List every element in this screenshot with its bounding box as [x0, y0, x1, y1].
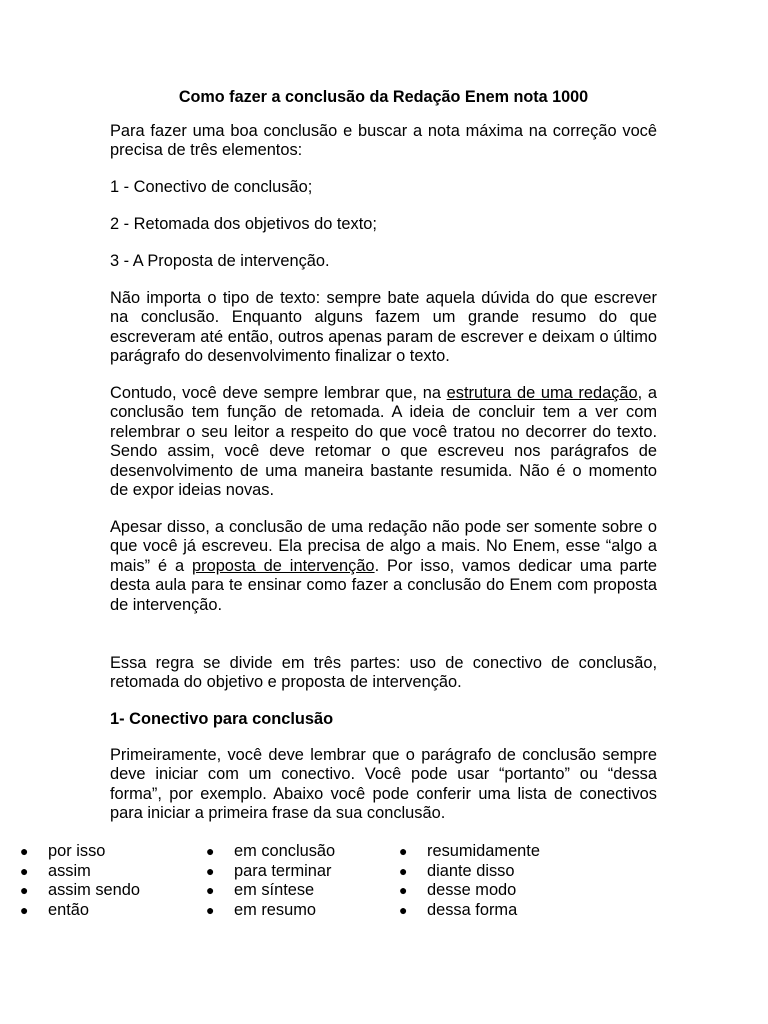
connective-label: em resumo [234, 900, 316, 919]
bullet-icon: ● [20, 843, 29, 859]
paragraph-contudo-text-after: , a conclusão tem função de retomada. A ideia de concluir tem a ver com relembrar o seu leitor a respeito do que você tratou no decorrer do texto. Sendo assim, você deve retomar o que escreveu nos parágrafos de desenvolvimento de uma maneira bastante resumida. Não é o momento de expor ideias novas. [110, 384, 657, 500]
list-item [20, 862, 206, 882]
list-item [20, 881, 206, 901]
bullet-icon: ● [399, 882, 408, 899]
document-title: Como fazer a conclusão da Redação Enem nota 1000 [178, 88, 589, 106]
paragraph-contudo [110, 384, 657, 500]
paragraph-regra: Essa regra se divide em três partes: uso de conectivo de conclusão, retomada do objetivo e proposta de intervenção. [110, 654, 657, 692]
list-item [206, 901, 399, 921]
connective-label: assim [48, 861, 91, 880]
bullet-icon: ● [206, 882, 215, 899]
paragraph-contudo-text-before: Contudo, você deve sempre lembrar que, na [110, 384, 447, 402]
connective-label: dessa forma [427, 900, 518, 919]
list-item [399, 881, 559, 901]
bullet-icon: ● [399, 901, 408, 918]
paragraph-apesar-disso [110, 518, 657, 615]
bullet-icon: ● [399, 862, 408, 879]
link-estrutura-de-uma-redacao[interactable]: estrutura de uma redação [446, 384, 638, 402]
connective-label: em conclusão [234, 842, 336, 860]
intro-paragraph: Para fazer uma boa conclusão e buscar a nota máxima na correção você precisa de três elementos: [110, 122, 657, 160]
bullet-icon: ● [399, 843, 408, 859]
connective-label: então [48, 900, 90, 919]
paragraph-primeiramente: Primeiramente, você deve lembrar que o parágrafo de conclusão sempre deve iniciar com um conectivo. Você pode usar “portanto” ou “dessa forma”, por exemplo. Abaixo você pode conferir uma lista de conectivos para iniciar a primeira frase da sua conclusão. [110, 746, 657, 823]
connectives-list [20, 842, 560, 920]
section-heading-conectivo: 1- Conectivo para conclusão [110, 710, 334, 728]
list-item [206, 862, 399, 882]
element-item-1: 1 - Conectivo de conclusão; [110, 178, 313, 196]
connective-label: em síntese [234, 881, 315, 900]
bullet-icon: ● [206, 862, 215, 879]
connectives-column-3 [399, 842, 559, 920]
list-item [399, 901, 559, 921]
list-item [20, 842, 206, 862]
list-item [206, 881, 399, 901]
element-item-3: 3 - A Proposta de intervenção. [110, 252, 330, 270]
list-item [399, 842, 559, 862]
connective-label: por isso [48, 842, 106, 860]
connective-label: desse modo [427, 881, 517, 900]
paragraph-apesar-text-before: Apesar disso, a conclusão de uma redação não pode ser somente sobre o que você já escreveu. Ela precisa de algo a mais. No Enem, esse “algo a mais” é a [110, 518, 657, 575]
paragraph-tipo-de-texto: Não importa o tipo de texto: sempre bate aquela dúvida do que escrever na conclusão. Enquanto alguns fazem um grande resumo do que escreveram até então, outros apenas param de escrever e deixam o último parágrafo do desenvolvimento finalizar o texto. [110, 289, 657, 366]
connectives-column-1 [20, 842, 206, 920]
connective-label: resumidamente [427, 842, 540, 860]
bullet-icon: ● [20, 862, 29, 879]
connective-label: assim sendo [48, 881, 141, 900]
connective-label: diante disso [427, 861, 515, 880]
bullet-icon: ● [206, 901, 215, 918]
connectives-column-2 [206, 842, 399, 920]
element-item-2: 2 - Retomada dos objetivos do texto; [110, 215, 377, 233]
bullet-icon: ● [20, 901, 29, 918]
paragraph-apesar-text-after: . Por isso, vamos dedicar uma parte desta aula para te ensinar como fazer a conclusão do Enem com proposta de intervenção. [110, 556, 657, 614]
bullet-icon: ● [20, 882, 29, 899]
list-item [20, 901, 206, 921]
connective-label: para terminar [234, 861, 332, 880]
link-proposta-de-intervencao[interactable]: proposta de intervenção [192, 556, 375, 575]
list-item [206, 842, 399, 862]
list-item [399, 862, 559, 882]
bullet-icon: ● [206, 843, 215, 859]
